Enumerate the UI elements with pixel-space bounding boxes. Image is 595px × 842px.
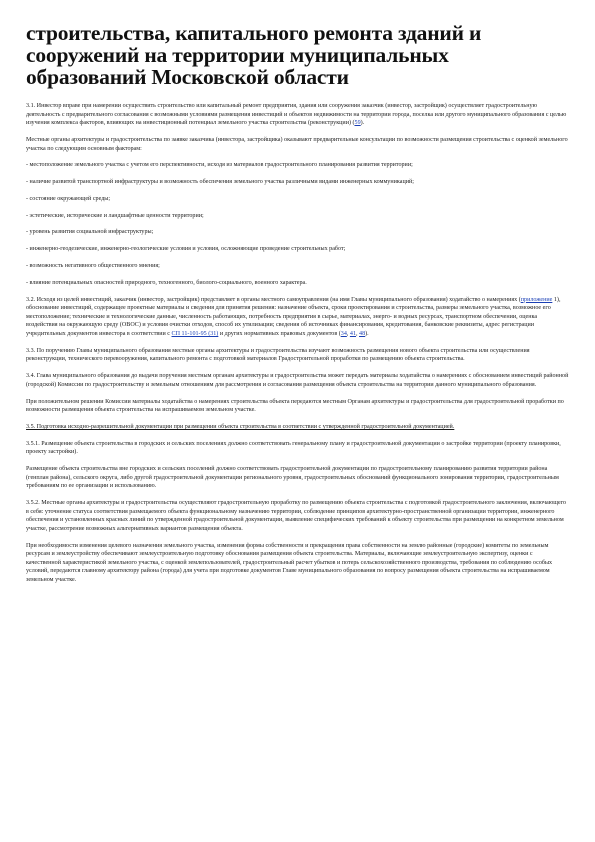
paragraph-text: - влияние потенциальных опасностей природного, техногенного, биолого-социального, военного характера. (26, 279, 307, 286)
paragraph-text: 3.5.2. Местные органы архитектуры и градостроительства осуществляют градостроительную проработку по размещению объекта строительства с подготовкой градостроительного заключения, включающего в себя: уточнение статуса соответствия размещаемого объекта функциональному назначению территории, соблюдение принципов архитектурно-пространственной организации территории, инженерного обеспечения и установленных красных линий по утвержденной градостроительной документации, выявление специфических требований к объекту строительства при размещении на конкретном земельном участке, рассмотрение возможных альтернативных вариантов размещения объекта. (26, 500, 567, 532)
paragraph-text: ). (360, 120, 365, 127)
paragraph-text: Размещение объекта строительства вне городских и сельских поселений должно соответствовать градостроительной документации по градостроительному планированию развития территории района (генплан района), сельского округа, либо другой градостроительной документации регионального уровня, градостроительных обоснований функционального зонирования территории, градостроительным требованиям по ее организации и использованию. (26, 466, 559, 490)
paragraph-text: Местные органы архитектуры и градостроительства по заявке заказчика (инвестора, застройщика) оказывают предварительные консультации по возможности размещения строительства с оценкой земельного участка по следующим основным факторам: (26, 136, 568, 152)
paragraph (26, 102, 569, 128)
paragraph-text: 3.2. Исходя из целей инвестиций, заказчик (инвестор, застройщик) представляет в органы местного самоуправления (на имя Главы муниципального образования) ходатайство о намерениях ( (26, 296, 521, 303)
paragraph (26, 499, 569, 533)
paragraph-text: , (346, 330, 350, 337)
paragraph-text: ). (365, 330, 369, 337)
paragraph (26, 245, 569, 254)
document-body (26, 102, 569, 585)
paragraph-text: - уровень развития социальной инфраструктуры; (26, 229, 154, 236)
paragraph-text: - инженерно-геодезические, инженерно-геологические условия и условия, осложняющие проведение строительных работ; (26, 246, 346, 253)
paragraph (26, 542, 569, 585)
paragraph (26, 372, 569, 389)
paragraph (26, 347, 569, 364)
paragraph (26, 161, 569, 170)
reference-link[interactable]: 34 (340, 330, 347, 337)
paragraph-text: , (356, 330, 360, 337)
paragraph-text: 1), обоснование инвестиций, содержащее проектные материалы и сведения для принятия решения: назначение объекта, сроки проектирования и строительства, размеры земельного участка, возможное его местоположение; технические и технологические данные, численность работающих, потребность предприятия в сырье, материалах, энерго- и водных ресурсах, транспортном обеспечении, оценка воздействия на окружающую среду (ОВОС) и условия очистки отходов, способ их утилизации; сведения об источниках финансирования, кредитования, банковские реквизиты, адрес регистрации учредительных документов инвестора в соответствии с (26, 296, 561, 337)
paragraph (26, 296, 569, 339)
paragraph-text: и других нормативных правовых документов ( (218, 330, 341, 337)
paragraph-text: - наличие развитой транспортной инфраструктуры и возможность обеспечения земельного участка различными видами инженерных коммуникаций; (26, 179, 414, 186)
paragraph (26, 228, 569, 237)
reference-link[interactable]: приложение (520, 296, 553, 303)
paragraph-text: 3.5. Подготовка исходно-разрешительной документации при размещении объекта строительства в соответствии с утвержденной градостроительной документацией. (26, 423, 455, 430)
paragraph (26, 423, 569, 432)
reference-link[interactable]: 59 (354, 120, 361, 127)
paragraph (26, 398, 569, 415)
paragraph-text: 3.5.1. Размещение объекта строительства в городских и сельских поселениях должно соответствовать генеральному плану и градостроительной документации о застройке территории (проекту планировки, проекту застройки). (26, 440, 561, 456)
paragraph (26, 136, 569, 153)
paragraph (26, 262, 569, 271)
paragraph (26, 279, 569, 288)
reference-link[interactable]: 41 (349, 330, 356, 337)
document-title: строительства, капитального ремонта зданий и сооружений на территории муниципальных образований Московской области (26, 21, 482, 89)
paragraph (26, 465, 569, 491)
paragraph-text: - эстетические, исторические и ландшафтные ценности территории; (26, 212, 204, 219)
paragraph (26, 212, 569, 221)
paragraph-text: - возможность негативного общественного мнения; (26, 263, 160, 270)
paragraph-text: - местоположение земельного участка с учетом его перспективности, исходя из материалов градостроительного планирования развития территории; (26, 162, 413, 169)
paragraph-text: При положительном решении Комиссии материалы ходатайства о намерениях строительства объекта передаются местным Органам архитектуры и градостроительства для градостроительной проработки по возможности размещения объекта строительства на испрашиваемом земельном участке. (26, 398, 564, 414)
paragraph-text: - состояние окружающей среды; (26, 195, 111, 202)
reference-link[interactable]: 48 (359, 330, 366, 337)
paragraph-text: 3.4. Глава муниципального образования до выдачи поручения местным органам архитектуры и градостроительства может передать материалы ходатайства о намерениях с обоснованием инвестиций районной (городской) Комиссии по градостроительству и земельным отношениям для рассмотрения и согласования размещения объекта строительства на территории данного муниципального образования. (26, 373, 569, 388)
paragraph-text: При необходимости изменения целевого назначения земельного участка, изменения формы собственности и прекращения права собственности на землю районные (городские) комитеты по земельным ресурсам и землеустройству обеспечивают землеустроительную подготовку обоснования размещения объекта строительства. Материалы, включающие землеустроительную экспертизу, оценки с качественной характеристикой земельного участка, с оценкой землепользователей, градостроительный расчет убытков и потерь сельскохозяйственного производства, требования по соблюдению особых условий, передаются главному архитектору района (города) для учета при подготовке документов Главе муниципального образования по вопросу размещения объекта строительства на испрашиваемом земельном участке. (26, 542, 553, 583)
paragraph-text: 3.3. По поручению Главы муниципального образования местные органы архитектуры и градостроительства изучают возможность размещения нового объекта строительства или осуществления реконструкции, технического перевооружения, капитального ремонта с подготовкой материалов Градостроительной проработки по размещению объекта строительства. (26, 347, 530, 363)
paragraph (26, 440, 569, 457)
reference-link[interactable]: СП 11-101-95 (31) (171, 330, 219, 337)
paragraph-text: 3.1. Инвестор вправе при намерении осуществить строительство или капитальный ремонт предприятия, здания или сооружения заказчик (инвестор, застройщик) осуществляет градостроительную деятельность с предварительного согласования с возможными условиями размещения инвестиций и объектов недвижимости на территории города, поселка или другого муниципального образования с целью изучения комплекса факторов, влияющих на инвестиционный потенциал земельного участка строительства (реконструкции) ( (26, 103, 567, 127)
paragraph (26, 178, 569, 187)
paragraph (26, 195, 569, 204)
